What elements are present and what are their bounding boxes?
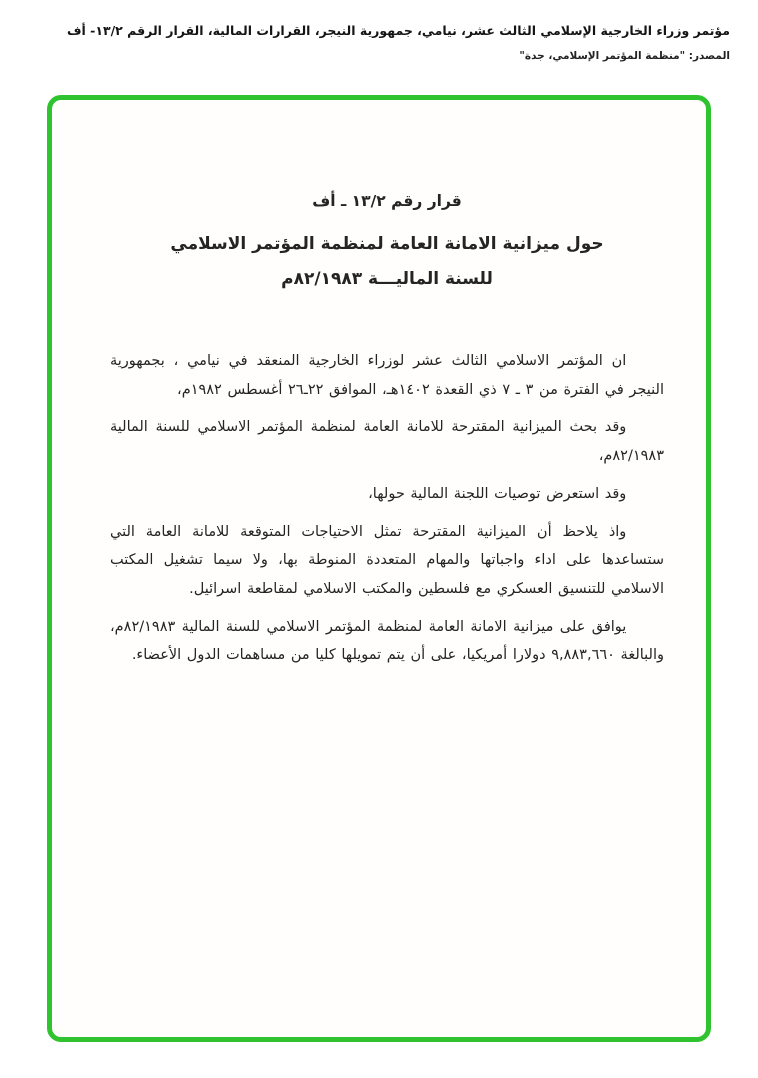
resolution-body — [110, 347, 664, 670]
document-paragraph: وقد استعرض توصيات اللجنة المالية حولها، — [368, 485, 627, 502]
source-label: المصدر: — [688, 49, 730, 62]
document-header — [28, 22, 730, 62]
resolution-number: قرار رقم ١٣/٢ ـ أف — [312, 192, 462, 210]
document-paragraph: ان المؤتمر الاسلامي الثالث عشر لوزراء الخارجية المنعقد في نيامي ، بجمهورية النيجر في الفترة من ٣ ـ ٧ ذي القعدة ١٤٠٢هـ، الموافق ٢٢ـ٢٦ أغسطس ١٩٨٢م، — [110, 353, 664, 398]
header-source-line — [28, 50, 730, 62]
document-paragraph: وقد بحث الميزانية المقترحة للامانة العامة لمنظمة المؤتمر الاسلامي للسنة المالية ٨٢/١٩٨٣م، — [110, 419, 664, 465]
document-paragraph: واذ يلاحظ أن الميزانية المقترحة تمثل الاحتياجات المتوقعة للامانة العامة التي ستساعدها على اداء واجباتها والمهام المتعددة المنوطة بها، ولا سيما تشغيل المكتب الاسلامي للتنسيق العسكري مع فلسطين والمكتب الاسلامي لمقاطعة اسرائيل. — [110, 523, 664, 597]
resolution-title-block — [110, 192, 664, 289]
document-paragraph: يوافق على ميزانية الامانة العامة لمنظمة المؤتمر الاسلامي للسنة المالية ٨٢/١٩٨٣م، والبالغة ٩,٨٨٣,٦٦٠ دولارا أمريكيا، على أن يتم تمويلها كليا من مساهمات الدول الأعضاء. — [110, 618, 664, 664]
scanned-page — [52, 100, 706, 1037]
source-value: "منظمة المؤتمر الإسلامي، جدة" — [519, 49, 686, 62]
resolution-fiscal-year: للسنة الماليـــة ٨٢/١٩٨٣م — [281, 269, 493, 289]
header-citation-line: مؤتمر وزراء الخارجية الإسلامي الثالث عشر، نيامي، جمهورية النيجر، القرارات المالية، القرار الرقم ١٣/٢- أف — [67, 23, 730, 38]
scanned-document-frame — [47, 95, 711, 1042]
resolution-subject: حول ميزانية الامانة العامة لمنظمة المؤتمر الاسلامي — [170, 234, 604, 254]
